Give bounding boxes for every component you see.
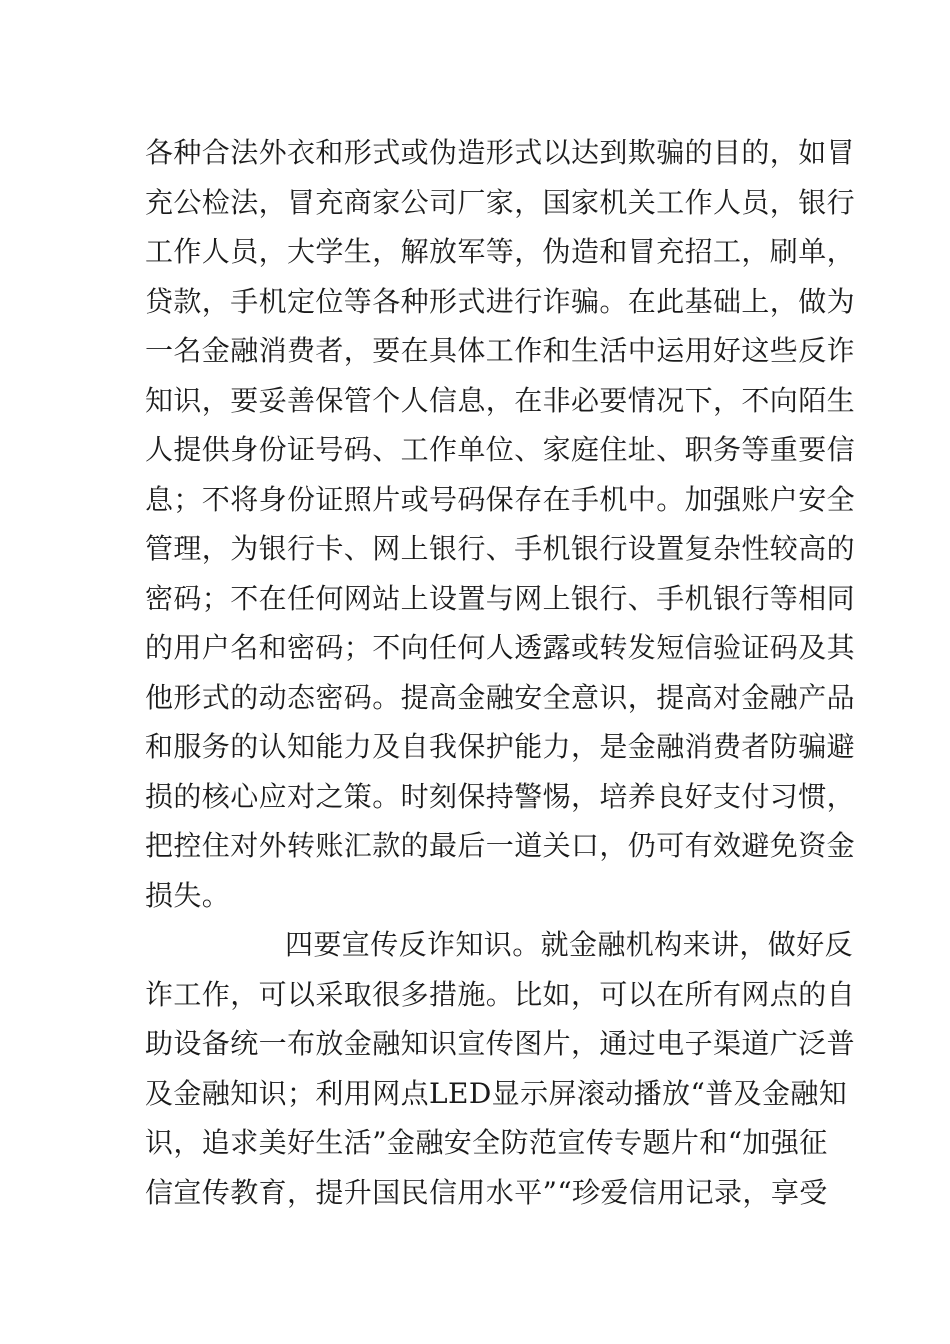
text-line: 一名金融消费者，要在具体工作和生活中运用好这些反诈 — [145, 334, 856, 367]
text-line: 把控住对外转账汇款的最后一道关口，仍可有效避免资金 — [145, 829, 856, 862]
text-line: 诈工作，可以采取很多措施。比如，可以在所有网点的自 — [145, 977, 856, 1011]
text-line: 助设备统一布放金融知识宣传图片，通过电子渠道广泛普 — [145, 1027, 856, 1060]
text-line: 息；不将身份证照片或号码保存在手机中。加强账户安全 — [145, 482, 856, 516]
body-text — [145, 128, 856, 1217]
text-line: 识，追求美好生活”金融安全防范宣传专题片和“加强征 — [145, 1126, 828, 1159]
text-line: 损失。 — [145, 878, 231, 912]
text-line: 充公检法，冒充商家公司厂家，国家机关工作人员，银行 — [145, 185, 856, 219]
text-line: 及金融知识；利用网点LED显示屏滚动播放“普及金融知 — [145, 1076, 848, 1110]
text-line: 人提供身份证号码、工作单位、家庭住址、职务等重要信 — [145, 433, 856, 466]
text-line: 密码；不在任何网站上设置与网上银行、手机银行等相同 — [145, 581, 856, 615]
text-line: 贷款，手机定位等各种形式进行诈骗。在此基础上，做为 — [145, 284, 856, 318]
text-line: 信宣传教育，提升国民信用水平”“珍爱信用记录，享受 — [145, 1175, 828, 1209]
text-line: 各种合法外衣和形式或伪造形式以达到欺骗的目的，如冒 — [145, 136, 856, 169]
text-line: 的用户名和密码；不向任何人透露或转发短信验证码及其 — [145, 631, 856, 664]
text-line: 和服务的认知能力及自我保护能力，是金融消费者防骗避 — [145, 730, 856, 763]
text-line: 管理，为银行卡、网上银行、手机银行设置复杂性较高的 — [145, 532, 856, 565]
text-line: 工作人员，大学生，解放军等，伪造和冒充招工，刷单， — [145, 235, 856, 268]
text-line: 他形式的动态密码。提高金融安全意识，提高对金融产品 — [145, 680, 856, 714]
text-line: 知识，要妥善保管个人信息，在非必要情况下，不向陌生 — [145, 383, 856, 417]
paragraph-start-line: 四要宣传反诈知识。就金融机构来讲，做好反 — [285, 928, 854, 961]
text-line: 损的核心应对之策。时刻保持警惕，培养良好支付习惯， — [145, 779, 856, 813]
